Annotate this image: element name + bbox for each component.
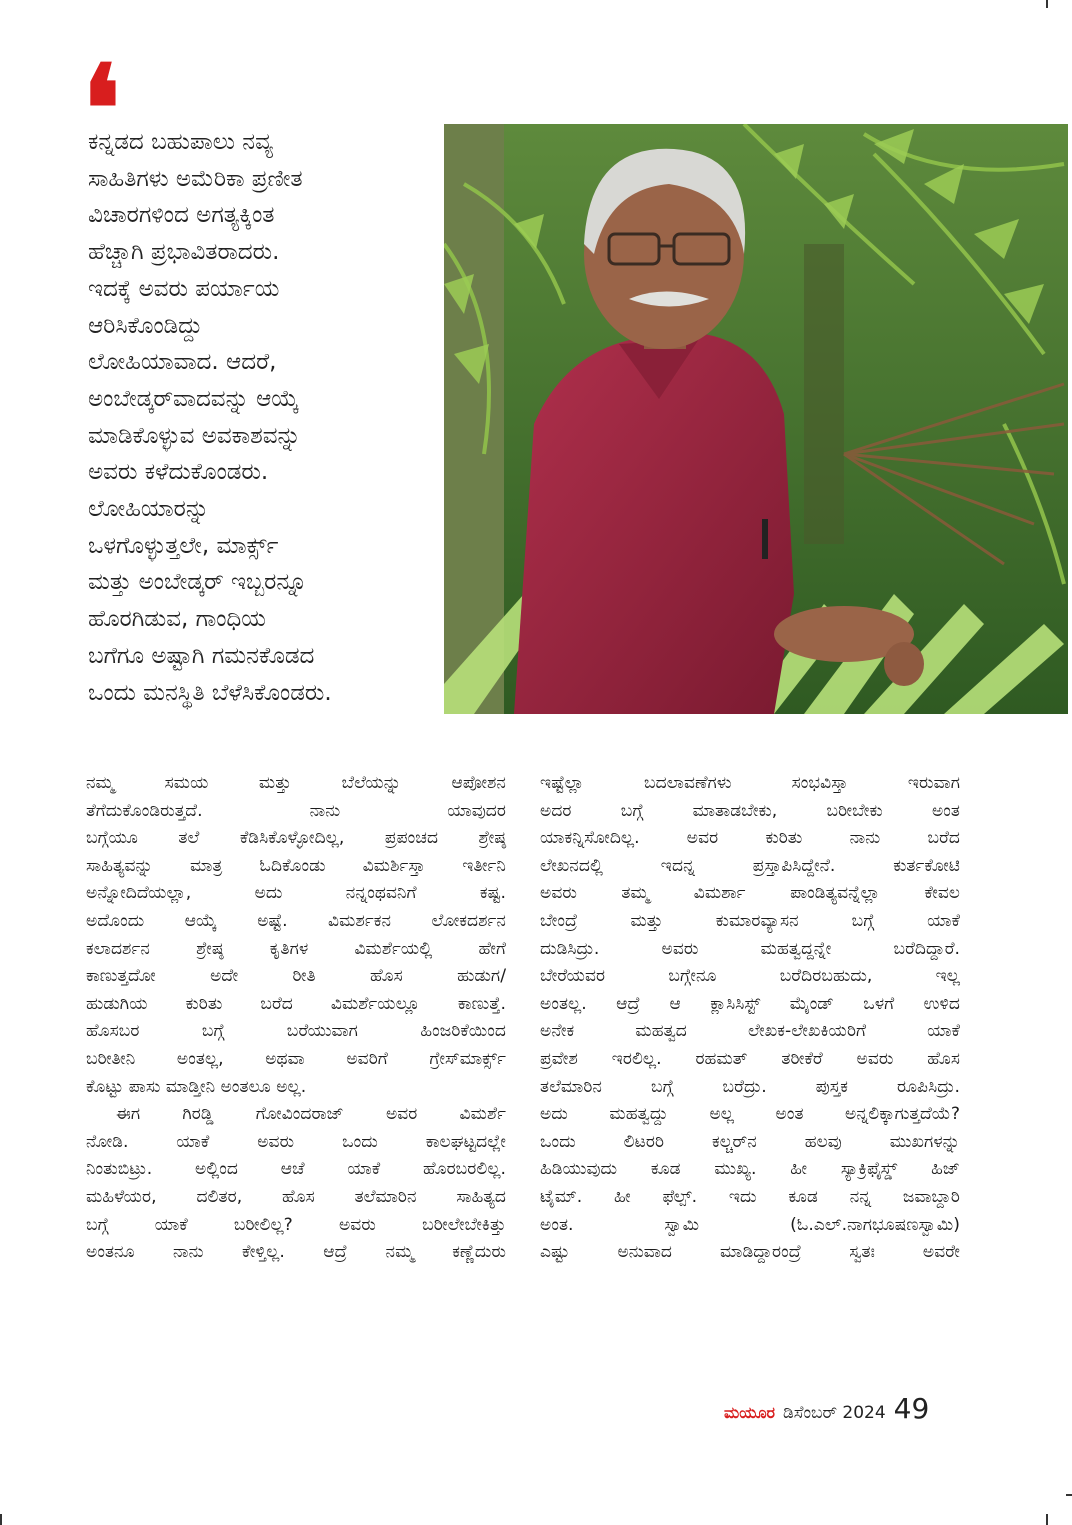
body-line: ಹುಡುಗಿಯ ಕುರಿತು ಬರೆದ ವಿಮರ್ಶೆಯಲ್ಲೂ ಕಾಣುತ್ತೆ.: [86, 993, 506, 1014]
body-line: ಅದು ಮಹತ್ವದ್ದು ಅಲ್ಲ ಅಂತ ಅನ್ನಲಿಕ್ಕಾಗುತ್ತದೆಯೆ?: [540, 1104, 960, 1125]
pull-quote-line: ಲೋಹಿಯಾರನ್ನು: [88, 496, 210, 523]
body-line: ಇಷ್ಟೆಲ್ಲಾ ಬದಲಾವಣೆಗಳು ಸಂಭವಿಸ್ತಾ ಇರುವಾಗ: [540, 773, 960, 793]
body-line: ಮಹಿಳೆಯರ, ದಲಿತರ, ಹೊಸ ತಲೆಮಾರಿನ ಸಾಹಿತ್ಯದ: [86, 1186, 506, 1207]
body-line: ಟೈಮ್. ಹೀ ಫೆಲ್ಪ್. ಇದು ಕೂಡ ನನ್ನ ಜವಾಬ್ದಾರಿ: [540, 1186, 960, 1207]
body-column-left: [86, 770, 506, 1267]
page-footer: [724, 1392, 929, 1428]
pull-quote-line: ಹೊರಗಿಡುವ, ಗಾಂಧಿಯ: [88, 606, 266, 633]
body-line: ನೋಡಿ. ಯಾಕೆ ಅವರು ಒಂದು ಕಾಲಘಟ್ಟದಲ್ಲೇ: [86, 1131, 506, 1152]
body-line: ಅದರ ಬಗ್ಗೆ ಮಾತಾಡಬೇಕು, ಬರೀಬೇಕು ಅಂತ: [540, 800, 960, 821]
pull-quote-line: ಅಂಬೇಡ್ಕರ್‌ವಾದವನ್ನು ಆಯ್ಕೆ: [88, 385, 299, 412]
crop-mark: [1046, 0, 1048, 8]
body-line: ಬರೀತೀನಿ ಅಂತಲ್ಲ, ಅಥವಾ ಅವರಿಗೆ ಗ್ರೇಸ್‌ಮಾರ್ಕ್ಸ್: [86, 1048, 506, 1069]
pull-quote: [88, 124, 428, 711]
pull-quote-line: ಮತ್ತು ಅಂಬೇಡ್ಕರ್ ಇಬ್ಬರನ್ನೂ: [88, 569, 307, 596]
pull-quote-line: ಕನ್ನಡದ ಬಹುಪಾಲು ನವ್ಯ: [88, 129, 274, 155]
body-line: ಕಾಣುತ್ತದೋ ಅದೇ ರೀತಿ ಹೊಸ ಹುಡುಗ/: [86, 966, 506, 987]
pull-quote-line: ಒಳಗೊಳ್ಳುತ್ತಲೇ, ಮಾರ್ಕ್ಸ್: [88, 532, 279, 559]
crop-mark: [1046, 1514, 1048, 1525]
body-line: ಯಾಕನ್ನಿಸೋದಿಲ್ಲ. ಅವರ ಕುರಿತು ನಾನು ಬರೆದ: [540, 828, 960, 849]
body-line: ಪ್ರವೇಶ ಇರಲಿಲ್ಲ. ರಹಮತ್ ತರೀಕೆರೆ ಅವರು ಹೊಸ: [540, 1048, 960, 1069]
issue-date: ಡಿಸೆಂಬರ್ 2024: [783, 1403, 886, 1423]
author-photo: [444, 124, 1068, 714]
body-line: ನಿಂತುಬಿಟ್ರು. ಅಲ್ಲಿಂದ ಆಚೆ ಯಾಕೆ ಹೊರಬರಲಿಲ್ಲ.: [86, 1159, 506, 1180]
body-line: ಅನೇಕ ಮಹತ್ವದ ಲೇಖಕ-ಲೇಖಕಿಯರಿಗೆ ಯಾಕೆ: [540, 1021, 960, 1042]
quote-mark-icon: ❛: [82, 39, 121, 180]
body-line: ಎಷ್ಟು ಅನುವಾದ ಮಾಡಿದ್ದಾರಂದ್ರೆ ಸ್ವತಃ ಅವರೇ: [540, 1242, 960, 1263]
pull-quote-line: ಹೆಚ್ಚಾಗಿ ಪ್ರಭಾವಿತರಾದರು.: [88, 239, 280, 266]
pull-quote-line: ಸಾಹಿತಿಗಳು ಅಮೆರಿಕಾ ಪ್ರಣೀತ: [88, 165, 303, 192]
page-number: 49: [893, 1392, 930, 1425]
body-line: ತೆಗೆದುಕೊಂಡಿರುತ್ತದೆ. ನಾನು ಯಾವುದರ: [86, 800, 506, 821]
body-line: ಬೇರೆಯವರ ಬಗ್ಗೇನೂ ಬರೆದಿರಬಹುದು, ಇಲ್ಲ: [540, 966, 960, 987]
body-line: ಒಂದು ಲಿಟರರಿ ಕಲ್ಚರ್‌ನ ಹಲವು ಮುಖಗಳನ್ನು: [540, 1131, 960, 1152]
magazine-logo: ಮಯೂರ: [724, 1403, 776, 1422]
body-line: ಹಿಡಿಯುವುದು ಕೂಡ ಮುಖ್ಯ. ಹೀ ಸ್ಯಾಕ್ರಿಫೈಸ್ಡ್ ಹಿಜ್: [540, 1159, 960, 1180]
pull-quote-line: ಬಗೆಗೂ ಅಷ್ಟಾಗಿ ಗಮನಕೊಡದ: [88, 642, 315, 669]
body-line: ಸಾಹಿತ್ಯವನ್ನು ಮಾತ್ರ ಓದಿಕೊಂಡು ವಿಮರ್ಶಿಸ್ತಾ ಇರ್ತೀನಿ: [86, 855, 506, 876]
body-line: ಅನ್ನೋದಿದೆಯಲ್ಲಾ, ಅದು ನನ್ನಂಥವನಿಗೆ ಕಷ್ಟ.: [86, 883, 506, 904]
body-line: ಅದೊಂದು ಆಯ್ಕೆ ಅಷ್ಟೆ. ವಿಮರ್ಶಕನ ಲೋಕದರ್ಶನ: [86, 910, 506, 931]
pull-quote-line: ಮಾಡಿಕೊಳ್ಳುವ ಅವಕಾಶವನ್ನು: [88, 422, 301, 449]
body-line: ಬಗ್ಗೆ ಯಾಕೆ ಬರೀಲಿಲ್ಲ? ಅವರು ಬರೀಲೇಬೇಕಿತ್ತು: [86, 1214, 506, 1235]
body-line: ತಲೆಮಾರಿನ ಬಗ್ಗೆ ಬರೆದ್ರು. ಪುಸ್ತಕ ರೂಪಿಸಿದ್ರು.: [540, 1076, 960, 1097]
crop-mark: [1066, 1494, 1072, 1496]
body-line: ಅವರು ತಮ್ಮ ವಿಮರ್ಶಾ ಪಾಂಡಿತ್ಯವನ್ನೆಲ್ಲಾ ಕೇವಲ: [540, 883, 960, 904]
body-line: ಕಲಾದರ್ಶನ ಶ್ರೇಷ್ಠ ಕೃತಿಗಳ ವಿಮರ್ಶೆಯಲ್ಲಿ ಹೇಗೆ: [86, 938, 506, 959]
body-line: ಬಗ್ಗೆಯೂ ತಲೆ ಕೆಡಿಸಿಕೊಳ್ಳೋದಿಲ್ಲ, ಪ್ರಪಂಚದ ಶ್ರೇಷ್ಠ: [86, 828, 506, 849]
body-line: ಅಂತಲ್ಲ. ಆದ್ರೆ ಆ ಕ್ಲಾಸಿಸಿಸ್ಟ್ ಮೈಂಡ್ ಒಳಗೆ ಉಳಿದ: [540, 993, 960, 1014]
pull-quote-line: ಒಂದು ಮನಸ್ಥಿತಿ ಬೆಳೆಸಿಕೊಂಡರು.: [88, 679, 332, 706]
body-column-right: [540, 770, 960, 1267]
pull-quote-line: ಇದಕ್ಕೆ ಅವರು ಪರ್ಯಾಯ: [88, 275, 280, 302]
body-line: ಬೇಂದ್ರೆ ಮತ್ತು ಕುಮಾರವ್ಯಾಸನ ಬಗ್ಗೆ ಯಾಕೆ: [540, 910, 960, 931]
body-line: ಕೊಟ್ಟು ಪಾಸು ಮಾಡ್ತೀನಿ ಅಂತಲೂ ಅಲ್ಲ.: [86, 1076, 307, 1097]
body-line: ಲೇಖನದಲ್ಲಿ ಇದನ್ನ ಪ್ರಸ್ತಾಪಿಸಿದ್ದೇನೆ. ಕುರ್ತಕೋಟಿ: [540, 855, 960, 876]
pull-quote-line: ಆರಿಸಿಕೊಂಡಿದ್ದು: [88, 312, 203, 339]
body-line: ಅಂತನೂ ನಾನು ಕೇಳ್ತಿಲ್ಲ. ಆದ್ರೆ ನಮ್ಮ ಕಣ್ಣೆದುರು: [86, 1242, 506, 1263]
crop-mark: [0, 1514, 2, 1525]
body-line: ಅಂತ. ಸ್ವಾಮಿ (ಓ.ಎಲ್.ನಾಗಭೂಷಣಸ್ವಾಮಿ): [540, 1214, 960, 1235]
body-line: ನಮ್ಮ ಸಮಯ ಮತ್ತು ಬೆಲೆಯನ್ನು ಆಪೋಶನ: [86, 773, 506, 793]
pull-quote-line: ಅವರು ಕಳೆದುಕೊಂಡರು.: [88, 459, 269, 486]
body-line: ಈಗ ಗಿರಡ್ಡಿ ಗೋವಿಂದರಾಜ್ ಅವರ ವಿಮರ್ಶೆ: [116, 1104, 506, 1125]
body-line: ದುಡಿಸಿದ್ರು. ಅವರು ಮಹತ್ವದ್ದನ್ನೇ ಬರೆದಿದ್ದಾರೆ.: [540, 938, 960, 959]
pull-quote-line: ಲೋಹಿಯಾವಾದ. ಆದರೆ,: [88, 349, 277, 376]
pull-quote-line: ವಿಚಾರಗಳಿಂದ ಅಗತ್ಯಕ್ಕಿಂತ: [88, 202, 275, 229]
body-line: ಹೊಸಬರ ಬಗ್ಗೆ ಬರೆಯುವಾಗ ಹಿಂಜರಿಕೆಯಿಂದ: [86, 1021, 506, 1042]
